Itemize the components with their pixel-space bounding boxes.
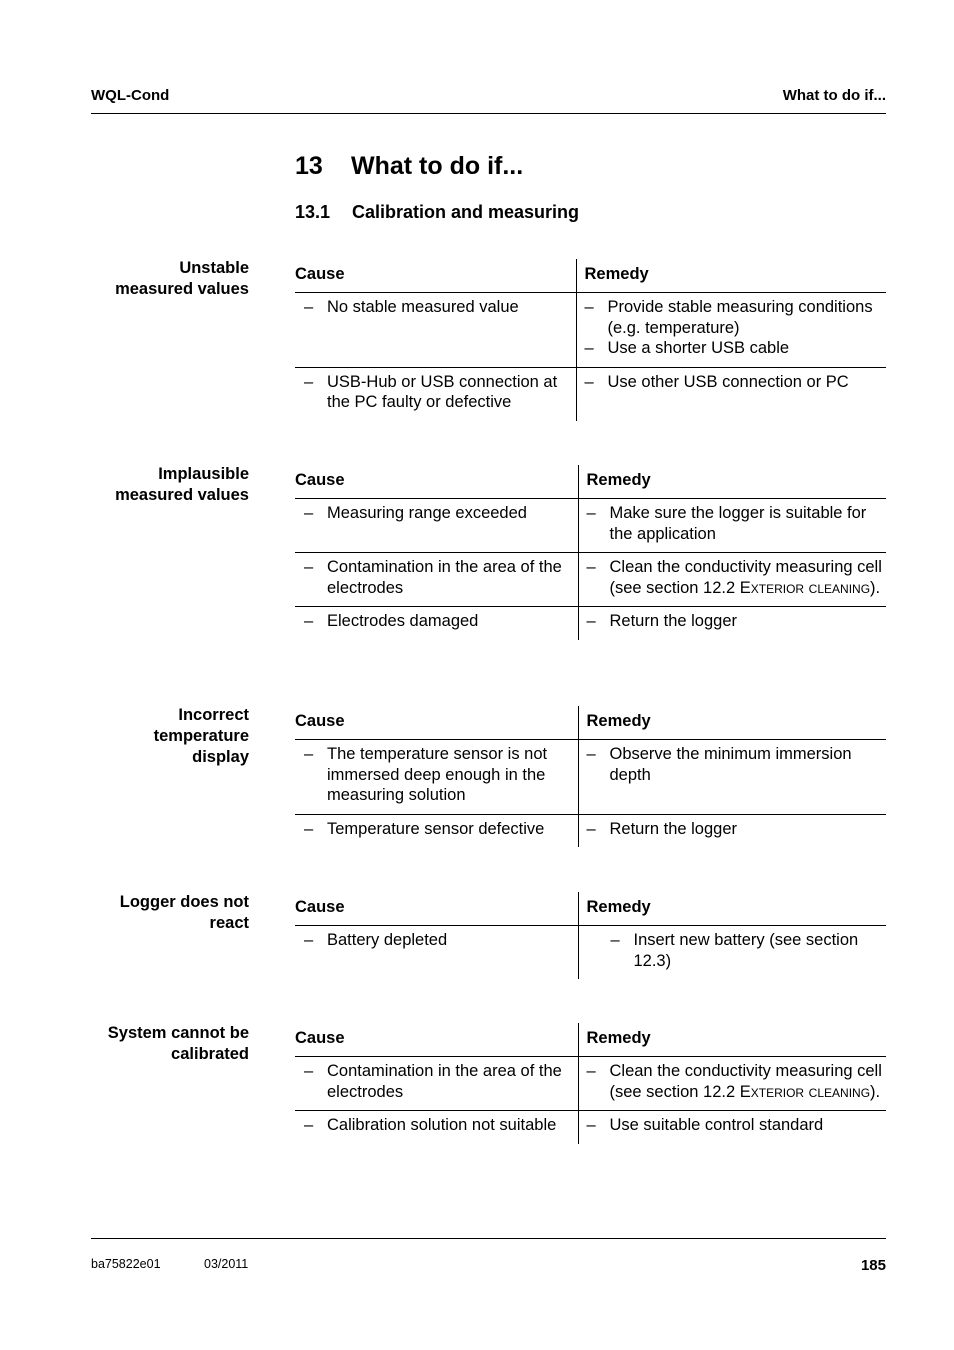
footer-doc-id: ba75822e01 — [91, 1257, 161, 1271]
remedy-item — [587, 557, 887, 598]
remedy-cell — [578, 1057, 886, 1111]
table-row — [295, 367, 886, 421]
remedy-text: Use suitable control standard — [609, 1116, 824, 1134]
cause-header: Cause — [295, 892, 578, 926]
topic-label — [49, 892, 249, 934]
dash-bullet-icon: – — [304, 819, 314, 838]
cause-header: Cause — [295, 706, 578, 740]
dash-bullet-icon: – — [586, 745, 596, 763]
remedy-text: Return the logger — [609, 612, 737, 630]
table-row — [295, 1111, 886, 1144]
cause-remedy-table — [295, 706, 886, 847]
topic-label-line: Unstable — [179, 259, 249, 277]
table-row — [295, 1057, 886, 1111]
topic-label-line: Incorrect — [178, 706, 249, 724]
xref-link[interactable]: Exterior cleaning — [739, 578, 871, 597]
remedy-text: Observe the minimum immersion depth — [609, 745, 852, 784]
section-number: 13.1 — [295, 202, 331, 222]
cause-item — [295, 372, 576, 413]
dash-bullet-icon: – — [584, 372, 594, 391]
remedy-text: Make sure the logger is suitable for the application — [609, 504, 867, 543]
cause-item — [295, 611, 578, 632]
remedy-cell — [578, 1111, 886, 1144]
chapter-heading — [295, 152, 523, 181]
cause-item — [295, 503, 578, 524]
topic-label — [49, 705, 249, 768]
cause-remedy-table — [295, 259, 886, 421]
dash-bullet-icon: – — [586, 504, 596, 522]
cause-text: Calibration solution not suitable — [327, 1116, 557, 1134]
remedy-item — [585, 372, 887, 393]
remedy-text — [610, 1062, 882, 1101]
xref-suffix: ). — [870, 578, 881, 597]
page-number: 185 — [860, 1257, 886, 1274]
remedy-text: Provide stable measuring conditions (e.g. temperature) — [607, 298, 873, 337]
remedy-item — [587, 1061, 887, 1102]
topic-label-line: Logger does not — [119, 893, 249, 911]
remedy-header: Remedy — [578, 465, 886, 499]
cause-header: Cause — [295, 465, 578, 499]
header-rule — [91, 113, 886, 114]
running-header-left: WQL-Cond — [91, 87, 170, 104]
cause-item — [295, 297, 576, 318]
cause-cell — [295, 740, 578, 815]
topic-label-line: display — [192, 748, 249, 766]
topic-label-line: calibrated — [171, 1045, 249, 1063]
cause-text: No stable measured value — [327, 298, 519, 316]
cause-remedy-table — [295, 892, 886, 979]
remedy-header: Remedy — [578, 706, 886, 740]
cause-cell — [295, 607, 578, 640]
table-row — [295, 607, 886, 640]
chapter-title: What to do if... — [351, 152, 524, 180]
dash-bullet-icon: – — [304, 558, 314, 576]
dash-bullet-icon: – — [304, 1116, 314, 1134]
dash-bullet-icon: – — [304, 1062, 314, 1080]
remedy-text: Return the logger — [609, 819, 737, 838]
cause-text: Battery depleted — [327, 931, 448, 949]
table-row — [295, 499, 886, 553]
cause-cell — [295, 1111, 578, 1144]
remedy-header: Remedy — [578, 1023, 886, 1057]
remedy-cell — [578, 740, 886, 815]
remedy-cell — [576, 293, 886, 368]
cause-cell — [295, 1057, 578, 1111]
cause-header: Cause — [295, 259, 576, 293]
table-header-row — [295, 892, 886, 926]
dash-bullet-icon: – — [304, 372, 314, 391]
section-title: Calibration and measuring — [352, 202, 580, 222]
xref-link[interactable]: Exterior cleaning — [739, 1082, 871, 1101]
cause-cell — [295, 553, 578, 607]
table-header-row — [295, 259, 886, 293]
remedy-item — [585, 338, 887, 359]
cause-cell — [295, 926, 578, 980]
table-row — [295, 293, 886, 368]
table-header-row — [295, 706, 886, 740]
dash-bullet-icon: – — [304, 298, 314, 316]
remedy-item — [587, 1115, 887, 1136]
topic-label-line: measured values — [115, 280, 249, 298]
remedy-item — [587, 611, 887, 632]
remedy-cell — [578, 607, 886, 640]
remedy-text: Use a shorter USB cable — [607, 339, 790, 357]
remedy-cell — [578, 926, 886, 980]
remedy-cell — [578, 814, 886, 847]
table-row — [295, 553, 886, 607]
cause-item — [295, 744, 578, 806]
dash-bullet-icon: – — [304, 504, 314, 522]
footer-rule — [91, 1238, 886, 1239]
dash-bullet-icon: – — [586, 1116, 596, 1134]
xref-prefix: Clean the conductivity measuring cell (see section 12.2 — [609, 558, 882, 597]
remedy-text: Use other USB connection or PC — [607, 372, 849, 391]
remedy-item — [585, 297, 887, 338]
topic-label-line: react — [209, 914, 249, 932]
footer-date: 03/2011 — [204, 1257, 249, 1271]
cause-text: Electrodes damaged — [327, 612, 479, 630]
remedy-header: Remedy — [576, 259, 886, 293]
cause-item — [295, 1115, 578, 1136]
remedy-item — [587, 819, 887, 840]
dash-bullet-icon: – — [586, 612, 596, 630]
running-header-right: What to do if... — [782, 87, 886, 104]
cause-cell — [295, 814, 578, 847]
chapter-number: 13 — [295, 152, 323, 180]
table-header-row — [295, 465, 886, 499]
topic-label-line: Implausible — [158, 465, 249, 483]
dash-bullet-icon: – — [584, 298, 594, 316]
cause-cell — [295, 499, 578, 553]
cause-text: Contamination in the area of the electrodes — [327, 1062, 562, 1101]
cause-text: Temperature sensor defective — [327, 819, 545, 838]
section-heading — [295, 202, 579, 223]
table-header-row — [295, 1023, 886, 1057]
dash-bullet-icon: – — [586, 1062, 596, 1080]
cause-item — [295, 1061, 578, 1102]
dash-bullet-icon: – — [584, 339, 594, 357]
topic-label-line: temperature — [153, 727, 249, 745]
remedy-text: Insert new battery (see section 12.3) — [633, 931, 859, 970]
remedy-item — [587, 930, 887, 971]
xref-prefix: Clean the conductivity measuring cell (see section 12.2 — [609, 1062, 882, 1101]
xref-suffix: ). — [870, 1082, 881, 1101]
table-row — [295, 814, 886, 847]
cause-cell — [295, 293, 576, 368]
topic-label — [49, 258, 249, 300]
dash-bullet-icon: – — [586, 558, 596, 576]
topic-label — [49, 1023, 249, 1065]
table-row — [295, 926, 886, 980]
dash-bullet-icon: – — [304, 745, 314, 763]
remedy-cell — [578, 499, 886, 553]
topic-label — [49, 464, 249, 506]
cause-cell — [295, 367, 576, 421]
topic-label-line: measured values — [115, 486, 249, 504]
dash-bullet-icon: – — [586, 819, 596, 838]
cause-remedy-table — [295, 1023, 886, 1144]
remedy-item — [587, 503, 887, 544]
cause-text: The temperature sensor is not immersed deep enough in the measuring solution — [327, 745, 548, 804]
cause-text: Contamination in the area of the electrodes — [327, 558, 562, 597]
cause-item — [295, 557, 578, 598]
dash-bullet-icon: – — [304, 612, 314, 630]
dash-bullet-icon: – — [610, 931, 620, 949]
remedy-cell — [576, 367, 886, 421]
remedy-item — [587, 744, 887, 785]
cause-text: USB-Hub or USB connection at the PC faulty or defective — [327, 372, 558, 411]
remedy-cell — [578, 553, 886, 607]
cause-text: Measuring range exceeded — [327, 504, 527, 522]
topic-label-line: System cannot be — [107, 1024, 249, 1042]
cause-header: Cause — [295, 1023, 578, 1057]
cause-remedy-table — [295, 465, 886, 640]
table-row — [295, 740, 886, 815]
cause-item — [295, 819, 578, 840]
remedy-text — [610, 558, 882, 597]
dash-bullet-icon: – — [304, 931, 314, 949]
cause-item — [295, 930, 578, 951]
remedy-header: Remedy — [578, 892, 886, 926]
